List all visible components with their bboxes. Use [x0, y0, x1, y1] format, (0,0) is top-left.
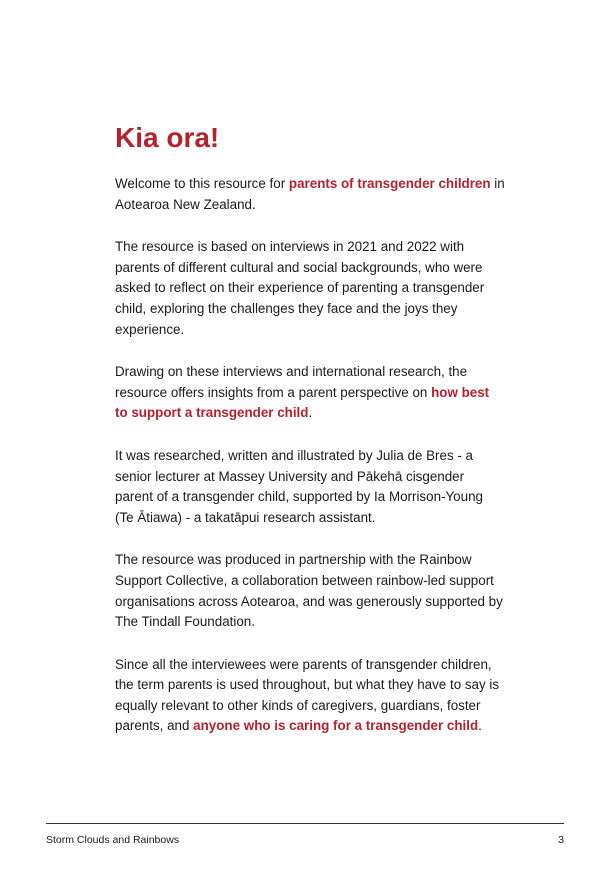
paragraph-insights [115, 362, 505, 424]
paragraph-authors: It was researched, written and illustrated by Julia de Bres - a senior lecturer at Massey University and Pākehā cisgender parent of a transgender child, supported by Ia Morrison-Young (Te Ātiawa) - a takatāpui research assistant. [115, 447, 483, 525]
paragraph-partnership: The resource was produced in partnership with the Rainbow Support Collective, a collaboration between rainbow-led support organisations across Aotearoa, and was generously supported by The Tindall Foundation. [115, 552, 503, 630]
paragraph-terminology [115, 655, 505, 737]
highlight-text: parents of transgender children [288, 176, 491, 191]
paragraph-text: Since all the interviewees were parents of transgender children, the term parents is used throughout, but what they have to say is equally relevant to other kinds of caregivers, guardians, foster parents, and [115, 656, 500, 734]
paragraph-text: . [308, 405, 313, 421]
highlight-text: anyone who is caring for a transgender child [193, 718, 479, 734]
paragraph-text: Drawing on these interviews and international research, the resource offers insights from a parent perspective on [115, 364, 468, 400]
body-content [115, 174, 505, 759]
paragraph-text: . [478, 718, 482, 734]
paragraph-welcome [115, 174, 505, 215]
paragraph-text: in Aotearoa New Zealand. [115, 176, 505, 212]
page-heading: Kia ora! [115, 122, 220, 153]
footer-divider [46, 823, 564, 824]
highlight-text: how best to support a transgender child [115, 384, 490, 421]
paragraph-text: Welcome to this resource for [115, 176, 289, 191]
page-number: 3 [558, 834, 564, 846]
footer-title: Storm Clouds and Rainbows [46, 834, 180, 846]
paragraph-interviews: The resource is based on interviews in 2021 and 2022 with parents of different cultural and social backgrounds, who were asked to reflect on their experience of parenting a transgender child, exploring the challenges they face and the joys they experience. [115, 239, 485, 337]
